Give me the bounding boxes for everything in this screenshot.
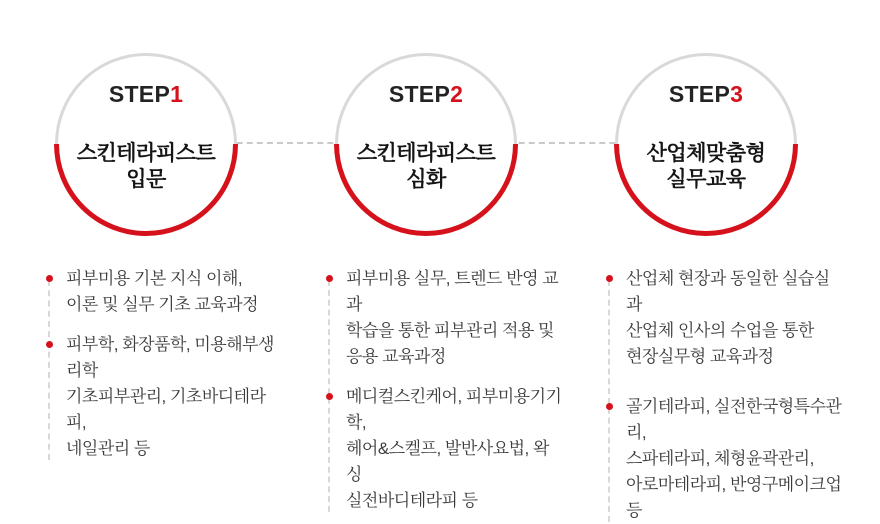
step-label (109, 81, 183, 107)
list-item-line: 골기테라피, 실전한국형특수관리, (626, 397, 842, 442)
step-number: 3 (730, 81, 744, 107)
list-item-line: 스파테라피, 체형윤곽관리, (626, 449, 814, 468)
list-item-line: 기초피부관리, 기초바디테라피, (66, 387, 266, 432)
course-list (286, 266, 566, 514)
circle-content (614, 52, 798, 236)
list-item-line: 아로마테라피, 반영구메이크업 등 (626, 475, 842, 520)
step-circle-2 (334, 52, 518, 236)
bullet-icon (606, 403, 613, 410)
step-column-3 (566, 0, 846, 524)
list-item-line: 메디컬스킨케어, 피부미용기기학, (346, 387, 562, 432)
list-item-line: 현장실무형 교육과정 (626, 347, 774, 366)
circle-content (334, 52, 518, 236)
list-item-line: 피부미용 기본 지식 이해, (66, 269, 243, 288)
list-item-line: 응용 교육과정 (346, 347, 446, 366)
list-item (606, 266, 842, 370)
bullet-icon (46, 341, 53, 348)
step-number: 2 (450, 81, 464, 107)
step-columns (6, 0, 846, 524)
circle-content (54, 52, 238, 236)
list-item-line: 헤어&스켈프, 발반사요법, 왁싱 (346, 439, 549, 484)
bullet-icon (606, 275, 613, 282)
step-title-line: 실무교육 (666, 168, 746, 191)
list-item (326, 384, 562, 514)
list-item-line: 피부학, 화장품학, 미용해부생리학 (66, 335, 274, 380)
list-item-line: 이론 및 실무 기초 교육과정 (66, 295, 259, 314)
step-label (669, 81, 743, 107)
list-item-line: 산업체 인사의 수업을 통한 (626, 321, 814, 340)
course-list (566, 266, 846, 524)
step-title-line: 심화 (406, 168, 446, 191)
step-title (357, 141, 496, 193)
step-column-2 (286, 0, 566, 524)
bullet-icon (326, 393, 333, 400)
step-label-text: STEP (388, 81, 451, 107)
list-item (326, 266, 562, 370)
step-column-1 (6, 0, 286, 524)
course-list (6, 266, 286, 462)
step-title (77, 141, 216, 193)
step-title-line: 스킨테라피스트 (356, 142, 496, 165)
list-item (606, 394, 842, 524)
list-item (46, 332, 282, 462)
list-item-line: 실전바디테라피 등 (346, 491, 478, 510)
step-label (389, 81, 463, 107)
step-circle-3 (614, 52, 798, 236)
step-circle-1 (54, 52, 238, 236)
list-item-line: 피부미용 실무, 트렌드 반영 교과 (346, 269, 559, 314)
bullet-icon (326, 275, 333, 282)
step-title (647, 141, 766, 193)
step-title-line: 산업체맞춤형 (646, 142, 766, 165)
list-item (46, 266, 282, 318)
list-item-line: 산업체 현장과 동일한 실습실과 (626, 269, 830, 314)
list-item-line: 네일관리 등 (66, 439, 150, 458)
step-number: 1 (170, 81, 184, 107)
list-item-line: 학습을 통한 피부관리 적용 및 (346, 321, 554, 340)
step-title-line: 입문 (126, 168, 166, 191)
step-label-text: STEP (108, 81, 171, 107)
step-label-text: STEP (668, 81, 731, 107)
step-title-line: 스킨테라피스트 (76, 142, 216, 165)
bullet-icon (46, 275, 53, 282)
